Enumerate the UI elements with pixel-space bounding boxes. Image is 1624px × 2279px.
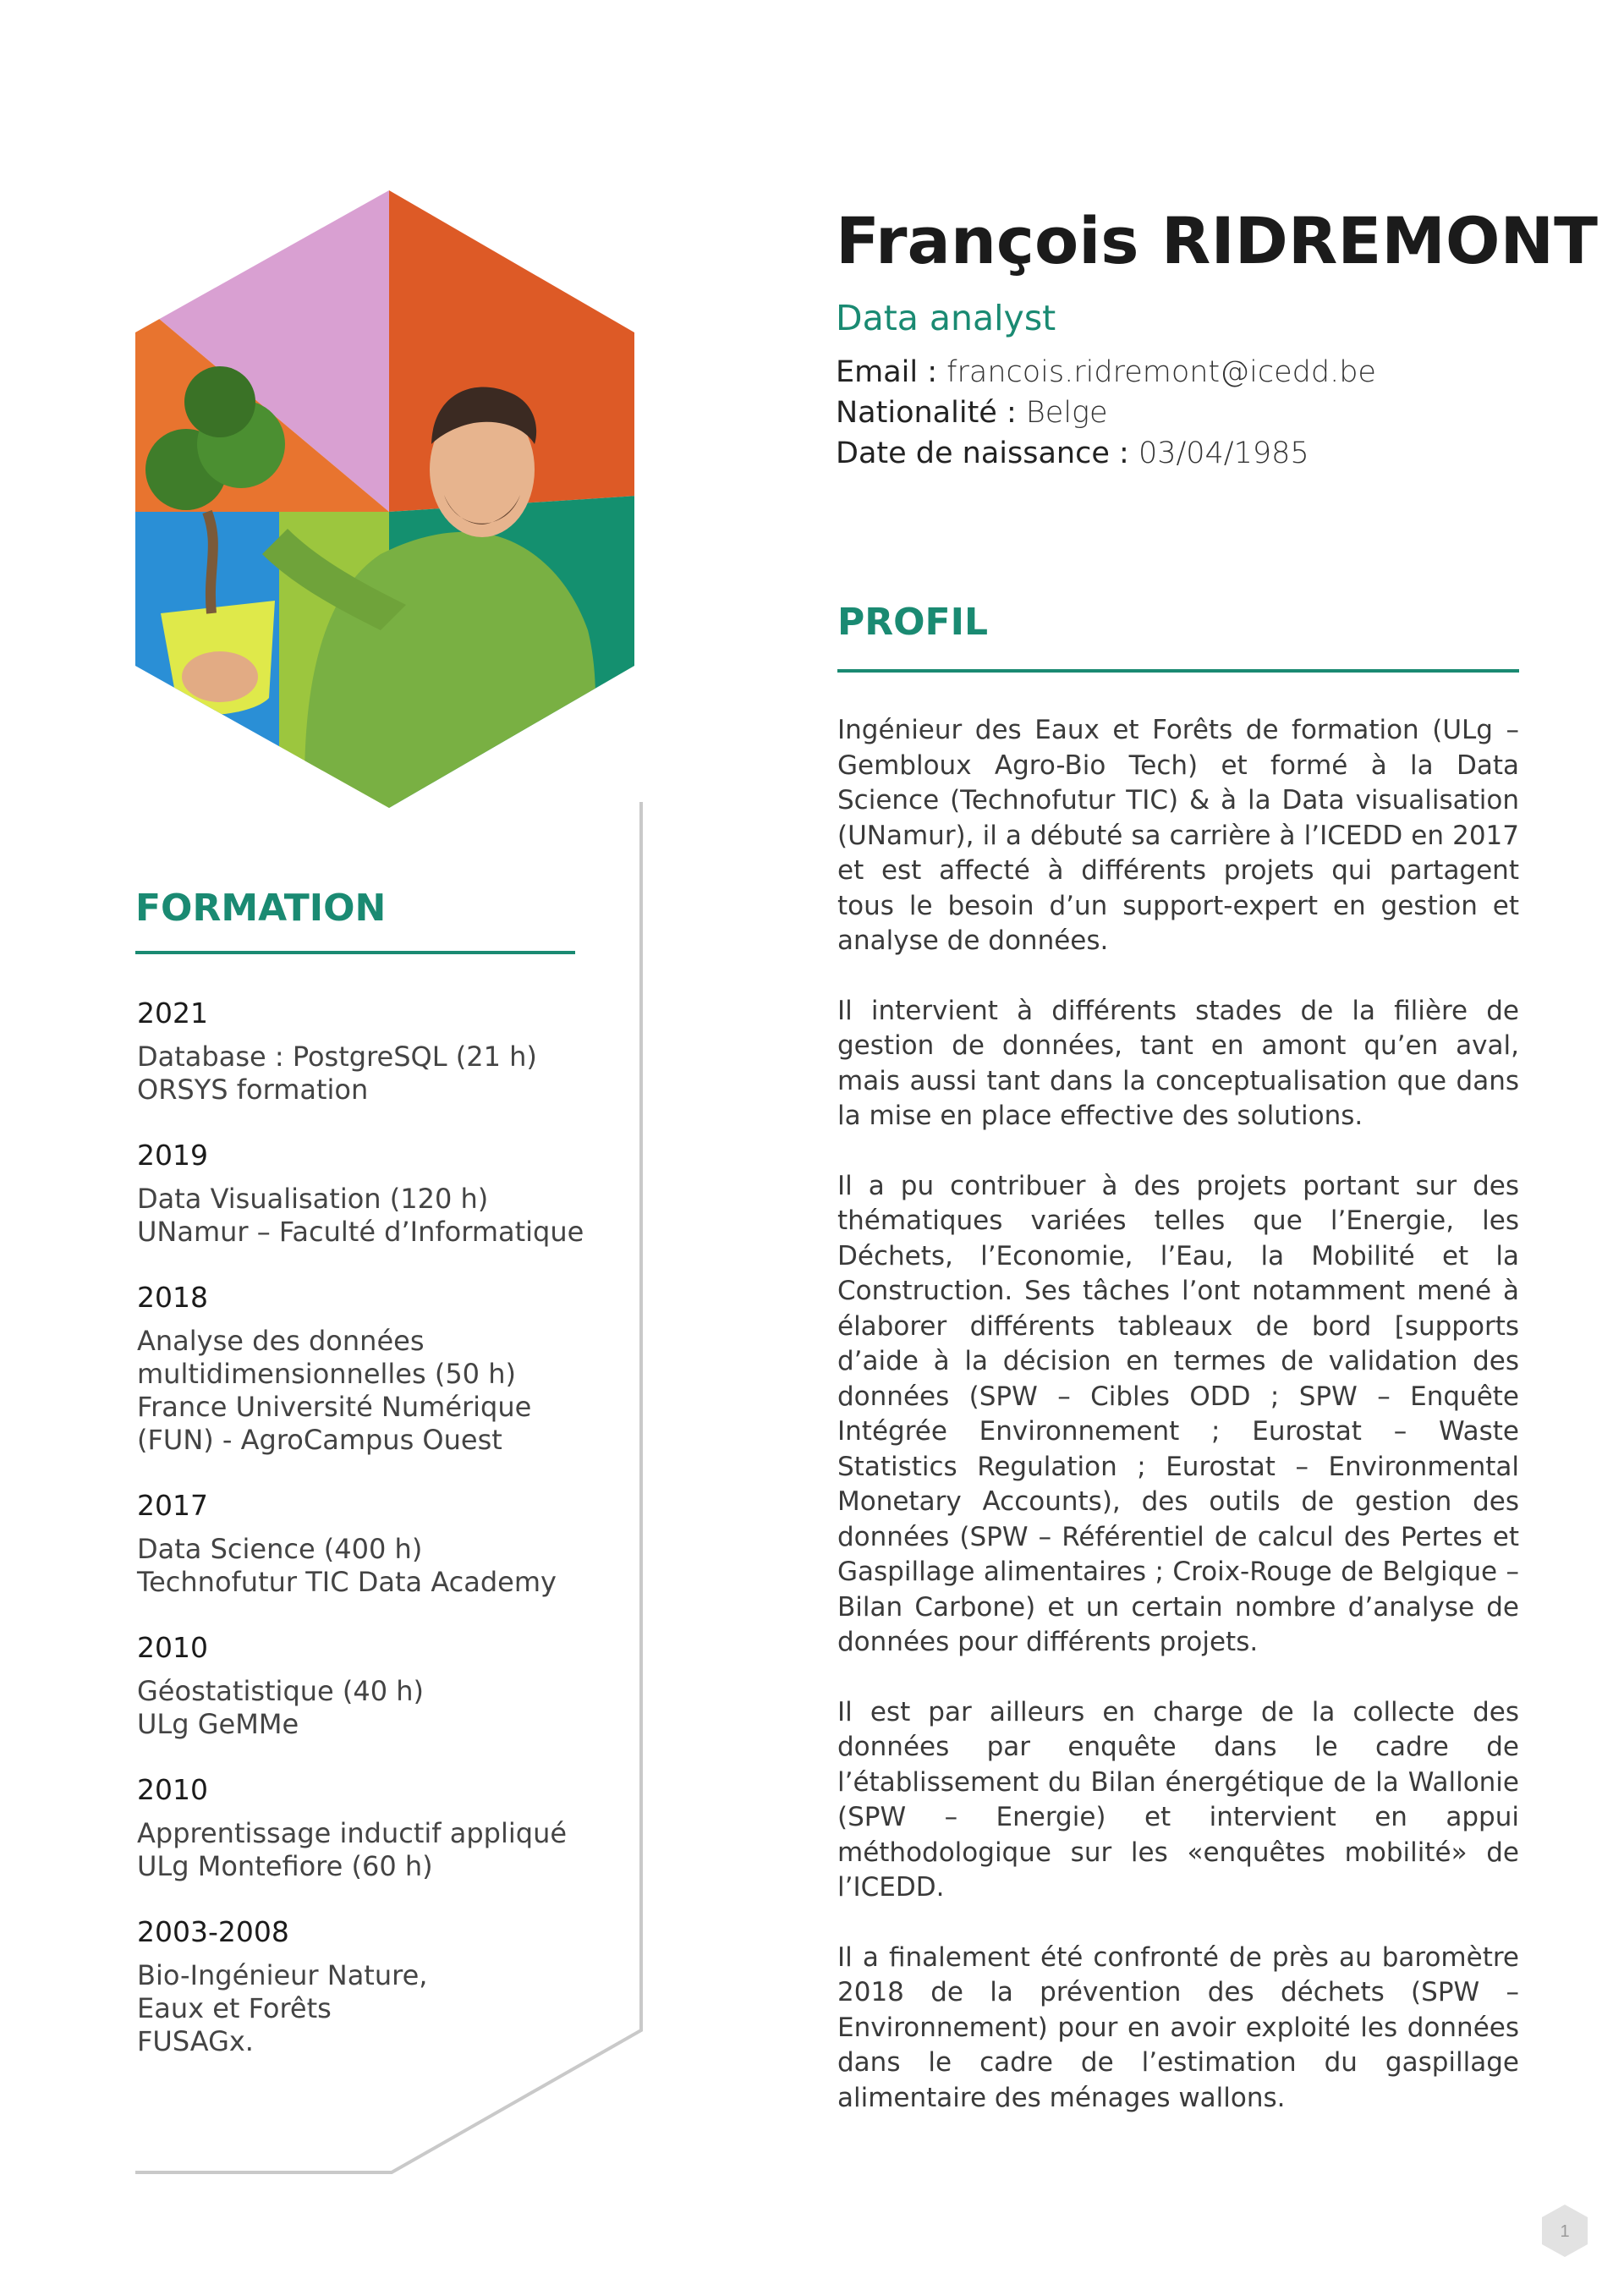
formation-divider (135, 951, 575, 954)
formation-line: UNamur – Faculté d’Informatique (137, 1216, 584, 1248)
profil-paragraph: Il a pu contribuer à des projets portant sur des thématiques variées telles que l’Energie, les Déchets, l’Economie, l’Eau, la Mobilité et la Construction. Ses tâches l’ont notamment mené à élaborer différents tableaux de bord [supports d’aide à la décision en termes de validation des données (SPW – Cibles ODD ; SPW – Enquête Intégrée Environnement ; Eurostat – Waste Statistics Regulation ; Eurostat – Environmental Monetary Accounts), des outils de gestion des données (SPW – Référentiel de calcul des Pertes et Gaspillage alimentaires ; Croix-Rouge de Belgique – Bilan Carbone) et un certain nombre d’analyse de données pour différents projets. (837, 1170, 1519, 1657)
formation-list (137, 997, 611, 2090)
info-label: Nationalité : (836, 396, 1026, 430)
info-value: 03/04/1985 (1138, 437, 1309, 470)
formation-line: (FUN) - AgroCampus Ouest (137, 1424, 502, 1456)
profil-paragraph: Ingénieur des Eaux et Forêts de formation (ULg – Gembloux Agro-Bio Tech) et formé à la Data Science (Technofutur TIC) & à la Data visualisation (UNamur), il a débuté sa carrière à l’ICEDD en 2017 et est affecté à différents projets qui partagent tous le besoin d’un support-expert en gestion et analyse de données. (837, 715, 1519, 956)
profil-heading: PROFIL (837, 601, 988, 644)
formation-item (137, 1139, 611, 1249)
formation-line: Database : PostgreSQL (21 h) (137, 1041, 537, 1073)
plant-leaves-3 (184, 366, 255, 437)
profil-paragraph: Il intervient à différents stades de la filière de gestion de données, tant en amont qu’en aval, mais aussi tant dans la conceptualisation que dans la mise en place effective des solutions. (837, 995, 1519, 1131)
formation-item (137, 1489, 611, 1599)
formation-year: 2010 (137, 1631, 208, 1664)
profile-photo (127, 190, 651, 808)
formation-item (137, 1631, 611, 1741)
formation-line: ORSYS formation (137, 1074, 369, 1106)
formation-year: 2017 (137, 1489, 208, 1522)
formation-line: Data Science (400 h) (137, 1533, 423, 1565)
formation-year: 2018 (137, 1281, 208, 1314)
info-label: Date de naissance : (836, 437, 1138, 470)
info-label: Email : (836, 355, 947, 389)
formation-item (137, 1773, 611, 1883)
formation-line: Analyse des données (137, 1325, 425, 1357)
plant-trunk (207, 512, 213, 613)
formation-item (137, 997, 611, 1107)
profil-paragraph: Il est par ailleurs en charge de la collecte des données par enquête dans le cadre de l’établissement du Bilan énergétique de la Wallonie (SPW – Energie) et intervient en appui méthodologique sur les «enquêtes mobilité» de l’ICEDD. (837, 1696, 1519, 1903)
formation-line: France Université Numérique (137, 1391, 532, 1423)
formation-heading: FORMATION (135, 887, 387, 930)
page-number-badge (1539, 2203, 1590, 2259)
formation-year: 2021 (137, 997, 208, 1030)
email-link[interactable]: francois.ridremont@icedd.be (946, 355, 1376, 389)
person-name: François RIDREMONT (836, 203, 1598, 278)
info-birthdate (836, 437, 1309, 470)
formation-item (137, 1915, 611, 2058)
info-value: Belge (1025, 396, 1108, 430)
info-email (836, 355, 1376, 389)
formation-line: Technofutur TIC Data Academy (137, 1566, 557, 1598)
formation-line: Bio-Ingénieur Nature, (137, 1959, 428, 1991)
profil-divider (837, 669, 1519, 673)
formation-line: Data Visualisation (120 h) (137, 1183, 489, 1215)
profil-body (837, 713, 1519, 2150)
formation-line: Eaux et Forêts (137, 1992, 332, 2024)
formation-item (137, 1281, 611, 1457)
profil-paragraph: Il a finalement été confronté de près au baromètre 2018 de la prévention des déchets (SPW – Environnement) pour en avoir exploité les données dans le cadre de l’estimation du gaspillage alimentaire des ménages wallons. (837, 1941, 1519, 2113)
formation-line: Géostatistique (40 h) (137, 1675, 425, 1707)
formation-line: ULg Montefiore (60 h) (137, 1850, 433, 1882)
person-hands (182, 651, 258, 702)
formation-line: multidimensionnelles (50 h) (137, 1358, 516, 1390)
formation-year: 2010 (137, 1773, 208, 1806)
formation-year: 2019 (137, 1139, 208, 1172)
formation-line: Apprentissage inductif appliqué (137, 1817, 568, 1849)
formation-line: FUSAGx. (137, 2025, 254, 2057)
formation-year: 2003-2008 (137, 1915, 289, 1948)
info-nationality (836, 396, 1108, 430)
page-number: 1 (1560, 2222, 1570, 2241)
person-role: Data analyst (836, 298, 1056, 338)
formation-line: ULg GeMMe (137, 1708, 299, 1740)
